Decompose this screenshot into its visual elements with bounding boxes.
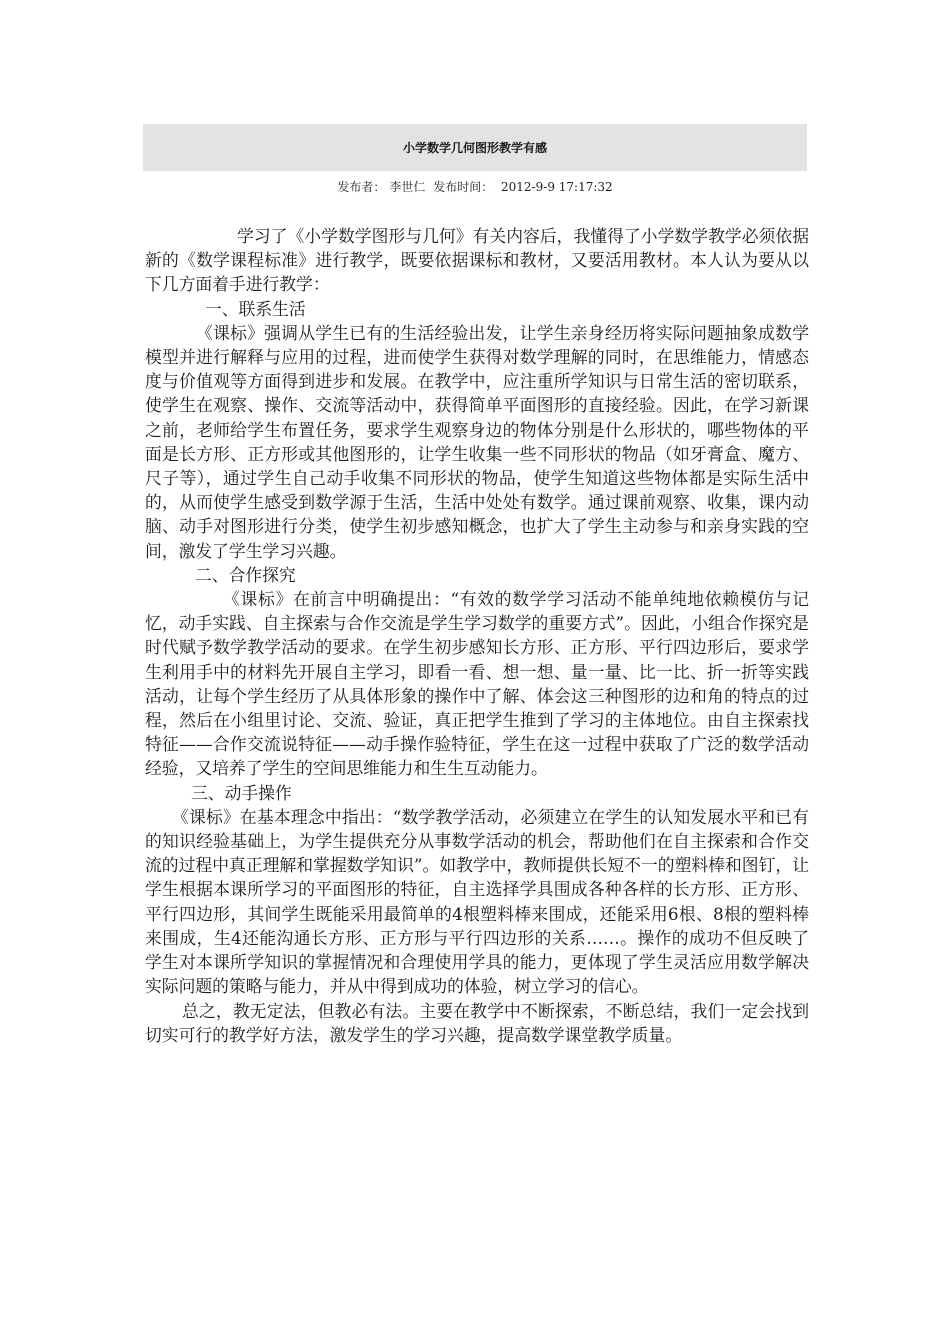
publisher-label: 发布者： xyxy=(337,180,386,194)
publish-time: 2012-9-9 17:17:32 xyxy=(501,180,613,194)
article-meta xyxy=(143,178,807,195)
title-bar xyxy=(143,124,807,171)
article-body xyxy=(145,224,809,1047)
publisher-name: 李世仁 xyxy=(389,180,426,194)
conclusion-paragraph: 总之，教无定法，但教必有法。主要在教学中不断探索，不断总结，我们一定会找到切实可行的教学好方法，激发学生的学习兴趣，提高数学课堂教学质量。 xyxy=(145,1000,809,1045)
section-paragraph: 《课标》在基本理念中指出：“数学教学活动，必须建立在学生的认知发展水平和已有的知识经验基础上，为学生提供充分从事数学活动的机会，帮助他们在自主探索和合作交流的过程中真正理解和掌握数学知识”。如教学中，教师提供长短不一的塑料棒和图钉，让学生根据本课所学习的平面图形的特征，自主选择学具围成各种各样的长方形、正方形、平行四边形，其间学生既能采用最简单的4根塑料棒来围成，还能采用6根、8根的塑料棒来围成，生4还能沟通长方形、正方形与平行四边形的关系……。操作的成功不但反映了学生对本课所学知识的掌握情况和合理使用学具的能力，更体现了学生灵活应用数学解决实际问题的策略与能力，并从中得到成功的体验，树立学习的信心。 xyxy=(145,806,809,997)
intro-paragraph: 学习了《小学数学图形与几何》有关内容后，我懂得了小学数学教学必须依据新的《数学课程标准》进行教学，既要依据课标和教材，又要活用教材。本人认为要从以下几方面着手进行教学： xyxy=(145,226,809,295)
section-paragraph: 《课标》强调从学生已有的生活经验出发，让学生亲身经历将实际问题抽象成数学模型并进行解释与应用的过程，进而使学生获得对数学理解的同时，在思维能力，情感态度与价值观等方面得到进步和发展。在教学中，应注重所学知识与日常生活的密切联系，使学生在观察、操作、交流等活动中，获得简单平面图形的直接经验。因此，在学习新课之前，老师给学生布置任务，要求学生观察身边的物体分别是什么形状的，哪些物体的平面是长方形、正方形或其他图形的，让学生收集一些不同形状的物品（如牙膏盒、魔方、尺子等），通过学生自己动手收集不同形状的物品，使学生知道这些物体都是实际生活中的，从而使学生感受到数学源于生活，生活中处处有数学。通过课前观察、收集，课内动脑、动手对图形进行分类，使学生初步感知概念，也扩大了学生主动参与和亲身实践的空间，激发了学生学习兴趣。 xyxy=(145,322,809,561)
section-heading: 一、联系生活 xyxy=(205,298,306,319)
section-paragraph: 《课标》在前言中明确提出：“有效的数学学习活动不能单纯地依赖模仿与记忆，动手实践、自主探索与合作交流是学生学习数学的重要方式”。因此，小组合作探究是时代赋予数学教学活动的要求。在学生初步感知长方形、正方形、平行四边形后，要求学生利用手中的材料先开展自主学习，即看一看、想一想、量一量、比一比、折一折等实践活动，让每个学生经历了从具体形象的操作中了解、体会这三种图形的边和角的特点的过程，然后在小组里讨论、交流、验证，真正把学生推到了学习的主体地位。由自主探索找特征——合作交流说特征——动手操作验特征，学生在这一过程中获取了广泛的数学活动经验，又培养了学生的空间思维能力和生生互动能力。 xyxy=(145,589,809,779)
publish-time-label: 发布时间： xyxy=(433,180,494,194)
section-heading: 三、动手操作 xyxy=(191,782,292,803)
section-heading: 二、合作探究 xyxy=(195,564,296,585)
article-title: 小学数学几何图形教学有感 xyxy=(402,141,547,155)
